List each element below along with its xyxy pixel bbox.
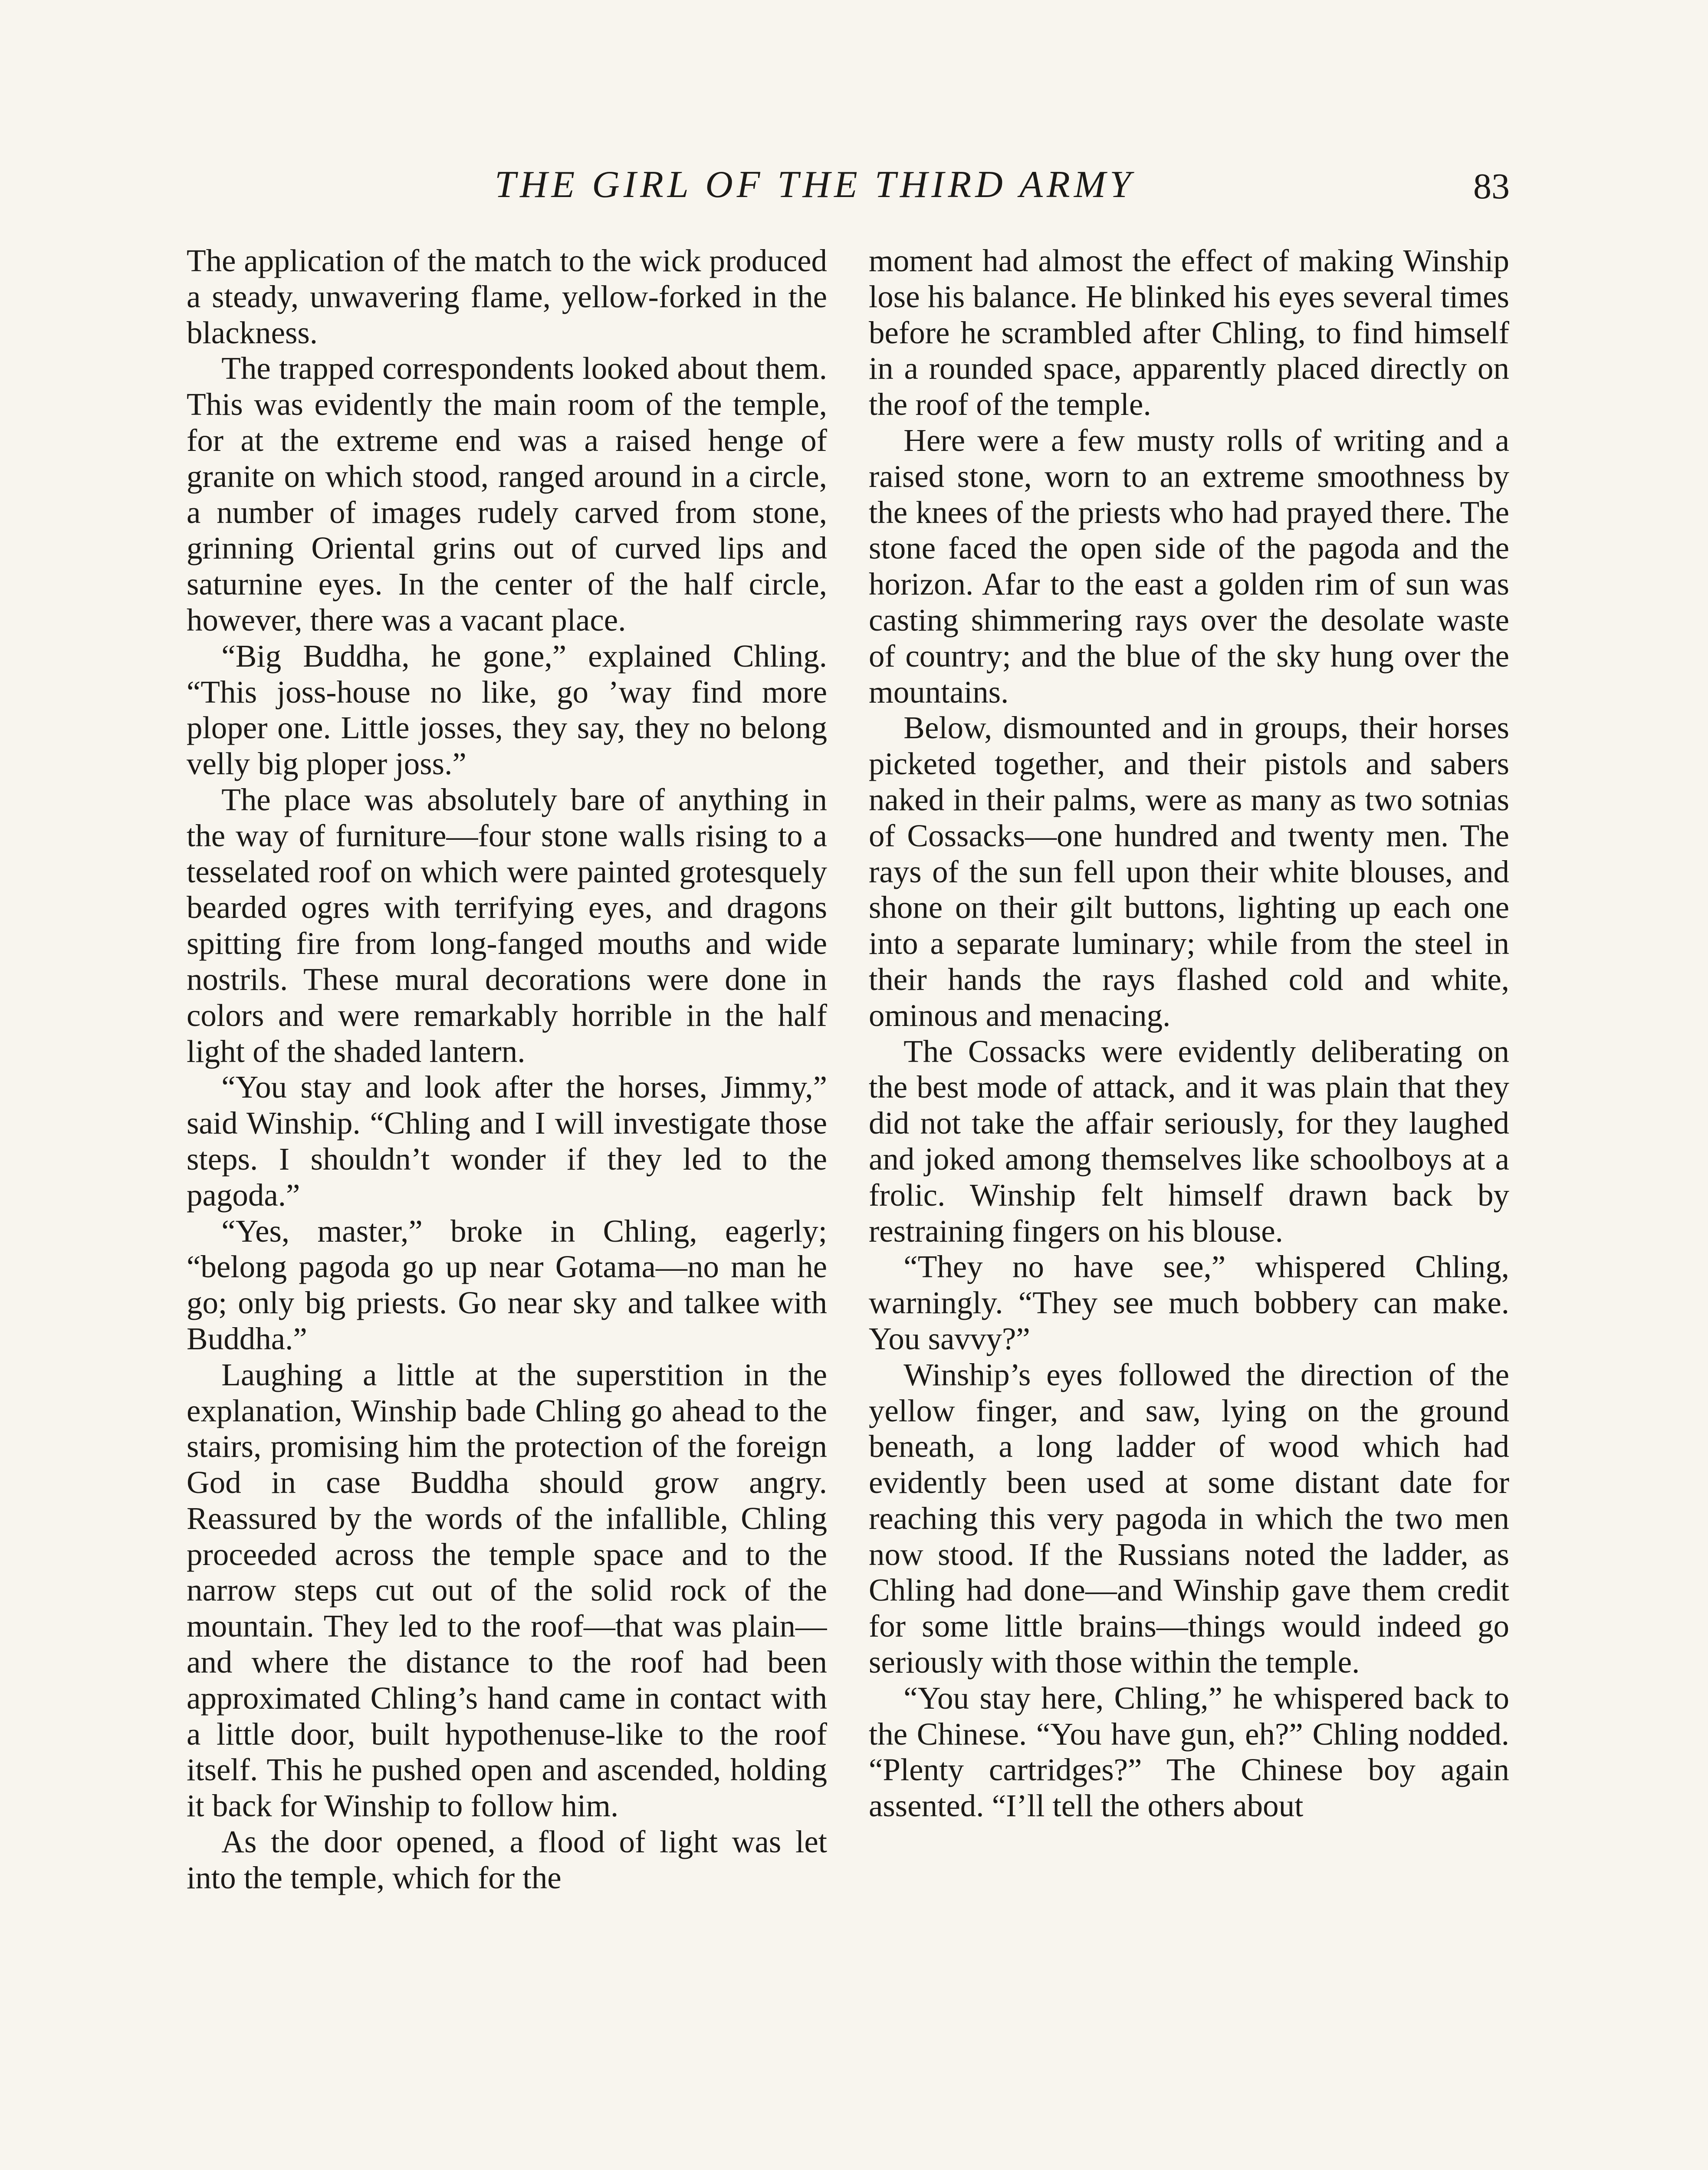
paragraph: Below, dismounted and in groups, their horses picketed together, and their pistols and sabers naked in their palms, were as many as two sotnias of Cossacks—one hundred and twenty men. The rays of the sun fell upon their white blouses, and shone on their gilt buttons, lighting up each one into a separate luminary; while from the steel in their hands the rays flashed cold and white, ominous and menacing.: [869, 710, 1509, 1033]
paragraph: “Yes, master,” broke in Chling, eagerly; “belong pagoda go up near Gotama—no man he go; only big priests. Go near sky and talkee with Buddha.”: [187, 1213, 827, 1356]
paragraph: The trapped correspondents looked about them. This was evidently the main room of the temple, for at the extreme end was a raised henge of granite on which stood, ranged around in a circle, a number of images rudely carved from stone, grinning Oriental grins out of curved lips and saturnine eyes. In the center of the half circle, however, there was a vacant place.: [187, 351, 827, 638]
paragraph: Here were a few musty rolls of writing and a raised stone, worn to an extreme smoothness by the knees of the priests who had prayed there. The stone faced the open side of the pagoda and the horizon. Afar to the east a golden rim of sun was casting shimmering rays over the desolate waste of country; and the blue of the sky hung over the mountains.: [869, 422, 1509, 710]
paragraph: “Big Buddha, he gone,” explained Chling. “This joss-house no like, go ’way find more ploper one. Little josses, they say, they no belong velly big ploper joss.”: [187, 638, 827, 782]
paragraph: Winship’s eyes followed the direction of the yellow finger, and saw, lying on the ground beneath, a long ladder of wood which had evidently been used at some distant date for reaching this very pagoda in which the two men now stood. If the Russians noted the ladder, as Chling had done—and Winship gave them credit for some little brains—things would indeed go seriously with those within the temple.: [869, 1357, 1509, 1680]
page-number: 83: [1473, 166, 1510, 207]
paragraph: As the door opened, a flood of light was let into the temple, which for the: [187, 1824, 827, 1895]
paragraph: The application of the match to the wick produced a steady, unwavering flame, yellow-forked in the blackness.: [187, 243, 827, 350]
paragraph: moment had almost the effect of making Winship lose his balance. He blinked his eyes several times before he scrambled after Chling, to find himself in a rounded space, apparently placed directly on the roof of the temple.: [869, 243, 1509, 422]
paragraph: “You stay and look after the horses, Jimmy,” said Winship. “Chling and I will investigate those steps. I shouldn’t wonder if they led to the pagoda.”: [187, 1069, 827, 1213]
paragraph: “You stay here, Chling,” he whispered back to the Chinese. “You have gun, eh?” Chling nodded. “Plenty cartridges?” The Chinese boy again assented. “I’ll tell the others about: [869, 1680, 1509, 1824]
running-title: THE GIRL OF THE THIRD ARMY: [495, 164, 1135, 206]
paragraph: “They no have see,” whispered Chling, warningly. “They see much bobbery can make. You savvy?”: [869, 1249, 1509, 1356]
running-header: [0, 163, 1708, 210]
paragraph: The Cossacks were evidently deliberating on the best mode of attack, and it was plain that they did not take the affair seriously, for they laughed and joked among themselves like schoolboys at a frolic. Winship felt himself drawn back by restraining fingers on his blouse.: [869, 1033, 1509, 1249]
paragraph: The place was absolutely bare of anything in the way of furniture—four stone walls rising to a tesselated roof on which were painted grotesquely bearded ogres with terrifying eyes, and dragons spitting fire from long-fanged mouths and wide nostrils. These mural decorations were done in colors and were remarkably horrible in the half light of the shaded lantern.: [187, 782, 827, 1069]
text-column-left: [187, 243, 827, 2170]
text-column-right: [869, 243, 1509, 2170]
paragraph: Laughing a little at the superstition in the explanation, Winship bade Chling go ahead to the stairs, promising him the protection of the foreign God in case Buddha should grow angry. Reassured by the words of the infallible, Chling proceeded across the temple space and to the narrow steps cut out of the solid rock of the mountain. They led to the roof—that was plain—and where the distance to the roof had been approximated Chling’s hand came in contact with a little door, built hypothenuse-like to the roof itself. This he pushed open and ascended, holding it back for Winship to follow him.: [187, 1357, 827, 1824]
